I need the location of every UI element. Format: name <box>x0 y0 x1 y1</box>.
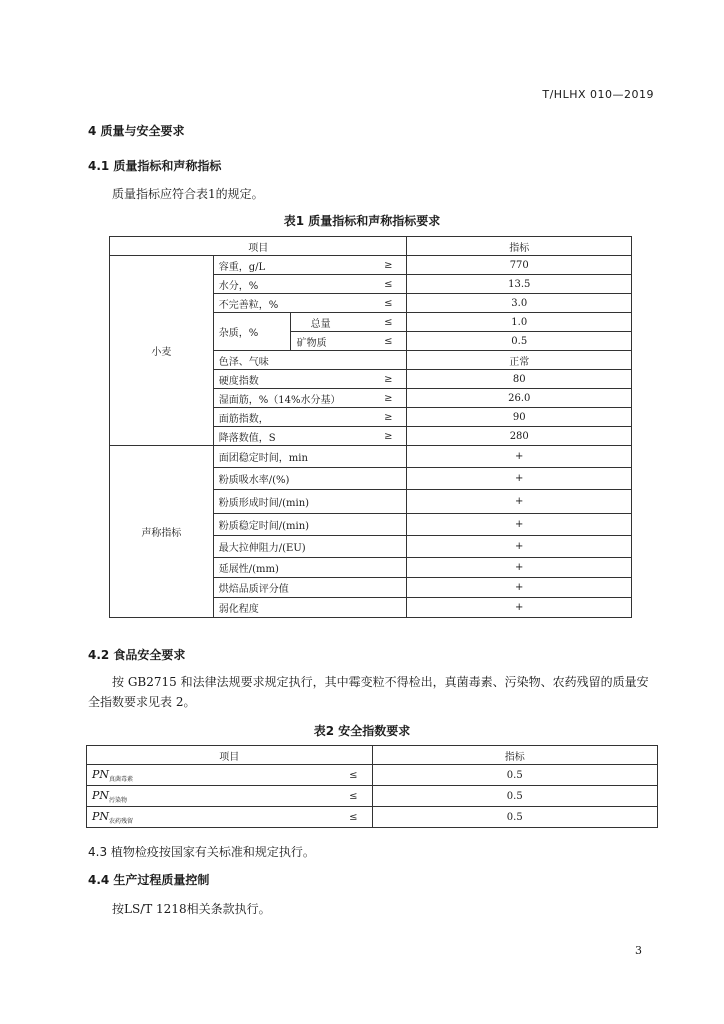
table-row <box>87 786 658 807</box>
row-operator: ≤ <box>343 275 407 294</box>
table1-caption: 表1 质量指标和声称指标要求 <box>283 214 441 228</box>
row-name: 粉质形成时间/(min) <box>213 490 407 514</box>
impurity-label: 杂质，% <box>213 313 290 351</box>
row-value: + <box>407 446 632 468</box>
row-value: 280 <box>407 427 632 446</box>
row-operator: ≤ <box>343 332 407 351</box>
pn-symbol: PN <box>92 788 110 802</box>
row-name: 延展性/(mm) <box>213 558 407 578</box>
row-operator: ≥ <box>343 256 407 275</box>
row-operator: ≥ <box>343 427 407 446</box>
section-4-1-heading: 4.1 质量指标和声称指标 <box>88 159 222 173</box>
row-name: 面团稳定时间，min <box>213 446 407 468</box>
row-operator: ≤ <box>343 313 407 332</box>
row-name: 粉质稳定时间/(min) <box>213 514 407 536</box>
quality-table <box>109 236 632 618</box>
row-value: 0.5 <box>372 807 657 828</box>
row-value: 0.5 <box>372 765 657 786</box>
row-value: + <box>407 598 632 618</box>
row-name: 最大拉伸阻力/(EU) <box>213 536 407 558</box>
document-code: T/HLHX 010—2019 <box>542 88 654 101</box>
table2-caption: 表2 安全指数要求 <box>313 724 411 738</box>
pn-subscript: 真菌毒素 <box>109 775 134 783</box>
header-item: 项目 <box>87 746 373 765</box>
section-4-heading: 4 质量与安全要求 <box>88 124 185 138</box>
row-operator <box>343 351 407 370</box>
section-4-1-text: 质量指标应符合表1的规定。 <box>112 187 264 201</box>
row-value: 0.5 <box>407 332 632 351</box>
section-4-4-heading: 4.4 生产过程质量控制 <box>88 873 210 887</box>
header-index: 指标 <box>372 746 657 765</box>
row-name: 烘焙品质评分值 <box>213 578 407 598</box>
table-row <box>87 765 658 786</box>
row-operator: ≥ <box>343 389 407 408</box>
group-wheat: 小麦 <box>110 256 214 446</box>
row-name: 矿物质 <box>290 332 343 351</box>
section-4-2-heading: 4.2 食品安全要求 <box>88 648 186 662</box>
row-name: 水分，% <box>213 275 343 294</box>
row-name: 硬度指数 <box>213 370 343 389</box>
section-4-4-text: 按LS/T 1218相关条款执行。 <box>112 902 271 916</box>
row-name: 容重，g/L <box>213 256 343 275</box>
row-value: + <box>407 490 632 514</box>
row-name: 粉质吸水率/(%) <box>213 468 407 490</box>
pn-subscript: 农药残留 <box>109 817 134 825</box>
row-name <box>87 786 317 807</box>
row-name: 湿面筋，%（14%水分基） <box>213 389 343 408</box>
table-row <box>87 807 658 828</box>
row-name: 降落数值，S <box>213 427 343 446</box>
header-index: 指标 <box>407 237 632 256</box>
table-row <box>110 256 632 275</box>
row-value: 1.0 <box>407 313 632 332</box>
row-value: 3.0 <box>407 294 632 313</box>
row-value: 正常 <box>407 351 632 370</box>
pn-subscript: 污染物 <box>109 796 128 804</box>
section-4-3-heading: 4.3 植物检疫按国家有关标准和规定执行。 <box>88 845 315 859</box>
row-value: 0.5 <box>372 786 657 807</box>
row-name: 不完善粒，% <box>213 294 343 313</box>
table-header-row <box>110 237 632 256</box>
row-name: 弱化程度 <box>213 598 407 618</box>
row-value: 13.5 <box>407 275 632 294</box>
row-value: 770 <box>407 256 632 275</box>
row-operator: ≤ <box>316 786 372 807</box>
table-header-row <box>87 746 658 765</box>
row-operator: ≤ <box>316 807 372 828</box>
row-value: + <box>407 514 632 536</box>
pn-symbol: PN <box>92 809 110 823</box>
row-value: + <box>407 536 632 558</box>
row-value: 90 <box>407 408 632 427</box>
row-value: + <box>407 578 632 598</box>
row-name <box>87 807 317 828</box>
row-name: 色泽、气味 <box>213 351 343 370</box>
row-name: 面筋指数， <box>213 408 343 427</box>
page-number: 3 <box>635 944 642 957</box>
row-operator: ≤ <box>316 765 372 786</box>
row-value: 26.0 <box>407 389 632 408</box>
row-value: + <box>407 468 632 490</box>
safety-table <box>86 745 658 828</box>
header-item: 项目 <box>110 237 407 256</box>
section-4-2-text: 按 GB2715 和法律法规要求规定执行，其中霉变粒不得检出，真菌毒素、污染物、农药残留的质量安全指数要求见表 2。 <box>88 675 649 709</box>
row-operator: ≥ <box>343 408 407 427</box>
pn-symbol: PN <box>92 767 110 781</box>
row-name <box>87 765 317 786</box>
table-row <box>110 446 632 468</box>
group-claim: 声称指标 <box>110 446 214 618</box>
row-value: 80 <box>407 370 632 389</box>
row-operator: ≤ <box>343 294 407 313</box>
row-name: 总量 <box>290 313 343 332</box>
row-value: + <box>407 558 632 578</box>
row-operator: ≥ <box>343 370 407 389</box>
